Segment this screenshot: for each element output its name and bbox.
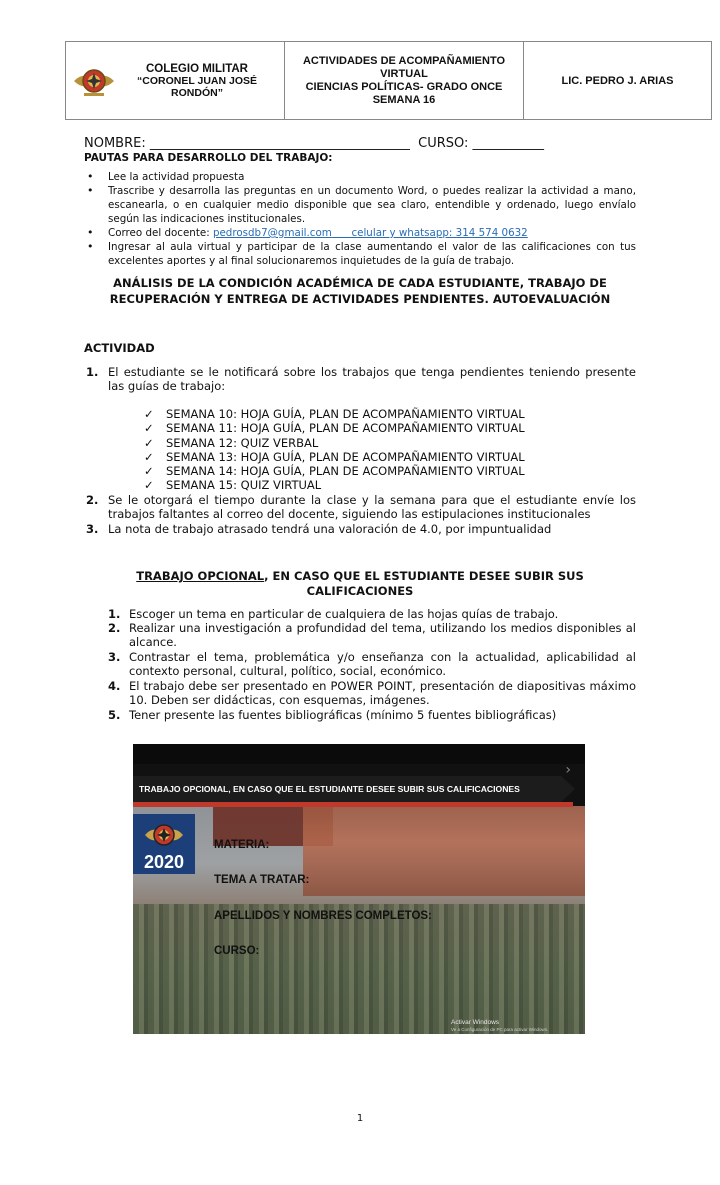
- phone-link[interactable]: celular y whatsapp: 314 574 0632: [331, 227, 528, 239]
- school-name: [116, 63, 284, 99]
- optional-title-underlined: TRABAJO OPCIONAL: [136, 569, 265, 583]
- check-icon: ✓: [144, 421, 154, 436]
- week-item: [144, 407, 525, 421]
- item-number: 3.: [86, 522, 99, 536]
- check-icon: ✓: [144, 464, 154, 479]
- item-text: Escoger un tema en particular de cualquiera de las hojas quías de trabajo.: [129, 607, 559, 621]
- slide-cadets: [133, 904, 585, 1034]
- week-item: [144, 421, 525, 435]
- optional-item: [108, 650, 636, 679]
- guideline-item-contact: [84, 226, 636, 240]
- contact-prefix: Correo del docente:: [108, 227, 213, 239]
- check-icon: ✓: [144, 449, 154, 464]
- school-line-1: COLEGIO MILITAR: [145, 62, 248, 75]
- slide-chevron-icon: ›: [565, 762, 571, 778]
- header-center-line-3: CIENCIAS POLÍTICAS- GRADO ONCE: [305, 80, 503, 93]
- week-label: SEMANA 11: HOJA GUÍA, PLAN DE ACOMPAÑAMIENTO VIRTUAL: [166, 421, 525, 436]
- week-label: SEMANA 15: QUIZ VIRTUAL: [166, 478, 322, 493]
- email-link[interactable]: pedrosdb7@gmail.com: [212, 227, 332, 239]
- item-text: Tener presente las fuentes bibliográficas (mínimo 5 fuentes bibliográficas): [129, 708, 557, 722]
- optional-item: [108, 708, 636, 722]
- actividad-heading: ACTIVIDAD: [84, 341, 155, 355]
- item-number: 4.: [108, 679, 121, 693]
- optional-title-line-2: CALIFICACIONES: [306, 583, 414, 598]
- week-label: SEMANA 10: HOJA GUÍA, PLAN DE ACOMPAÑAMIENTO VIRTUAL: [166, 407, 525, 421]
- section-title: [84, 275, 636, 307]
- section-title-line-1: ANÁLISIS DE LA CONDICIÓN ACADÉMICA DE CADA ESTUDIANTE, TRABAJO DE: [113, 276, 607, 290]
- week-item: [144, 478, 525, 492]
- header-school-cell: [66, 42, 285, 119]
- item-number: 5.: [108, 708, 121, 722]
- item-number: 3.: [108, 650, 121, 664]
- slide-year: 2020: [143, 852, 185, 872]
- check-icon: ✓: [144, 407, 154, 421]
- week-label: SEMANA 14: HOJA GUÍA, PLAN DE ACOMPAÑAMIENTO VIRTUAL: [166, 464, 525, 479]
- week-label: SEMANA 12: QUIZ VERBAL: [166, 435, 319, 450]
- header-center-line-2: VIRTUAL: [380, 67, 428, 80]
- slide-topbar: [133, 744, 585, 764]
- slide-image: [133, 744, 585, 1034]
- week-item: [144, 436, 525, 450]
- header-table: [65, 41, 712, 120]
- teacher-name: LIC. PEDRO J. ARIAS: [561, 74, 674, 87]
- guideline-item: • Ingresar al aula virtual y participar de la clase aumentando el valor de las calificaciones con tus excelentes aportes y al final solucionaremos inquietudes de la guía de trabajo.: [84, 240, 636, 268]
- check-icon: ✓: [144, 478, 154, 493]
- item-number: 1.: [86, 365, 99, 379]
- optional-item: [108, 679, 636, 708]
- weeks-checklist: [144, 407, 525, 493]
- student-name-line: NOMBRE: ________________________________________ CURSO: ___________: [84, 136, 545, 151]
- slide-building: [303, 806, 585, 896]
- activity-item-1: [86, 365, 636, 394]
- item-text: El trabajo debe ser presentado en POWER POINT, presentación de diapositivas máximo 10. Deben ser didácticas, con esquemas, imágenes.: [129, 679, 636, 708]
- item-text: El estudiante se le notificará sobre los trabajos que tenga pendientes teniendo presente las guías de trabajo:: [108, 365, 636, 394]
- header-center-line-4: SEMANA 16: [372, 93, 436, 106]
- slide-field-nombres: APELLIDOS Y NOMBRES COMPLETOS:: [214, 910, 432, 922]
- item-text: La nota de trabajo atrasado tendrá una valoración de 4.0, por impuntualidad: [108, 522, 552, 536]
- item-text: Realizar una investigación a profundidad del tema, utilizando los medios disponibles al alcance.: [129, 621, 636, 650]
- school-crest-icon: [72, 59, 116, 103]
- item-number: 2.: [86, 493, 99, 507]
- slide-crest-icon: [144, 817, 184, 853]
- guidelines-list: [84, 170, 636, 268]
- guideline-item: • Lee la actividad propuesta: [84, 170, 636, 184]
- optional-work-title: [84, 569, 636, 598]
- section-title-line-2: RECUPERACIÓN Y ENTREGA DE ACTIVIDADES PENDIENTES. AUTOEVALUACIÓN: [109, 292, 611, 306]
- pautas-title: PAUTAS PARA DESARROLLO DEL TRABAJO:: [84, 152, 333, 164]
- header-activity-cell: [285, 42, 524, 119]
- slide-field-tema: TEMA A TRATAR:: [214, 874, 310, 886]
- item-number: 2.: [108, 621, 121, 635]
- optional-item: [108, 621, 636, 650]
- item-text: Contrastar el tema, problemática y/o enseñanza con la actualidad, aplicabilidad al contexto personal, cultural, político, social, económico.: [129, 650, 636, 679]
- school-line-3: RONDÓN”: [171, 86, 223, 99]
- school-line-2: “CORONEL JUAN JOSÉ: [137, 74, 257, 87]
- week-item: [144, 450, 525, 464]
- header-center-line-1: ACTIVIDADES DE ACOMPAÑAMIENTO: [302, 54, 506, 67]
- slide-field-materia: MATERIA:: [214, 839, 270, 851]
- slide-banner: TRABAJO OPCIONAL, EN CASO QUE EL ESTUDIANTE DESEE SUBIR SUS CALIFICACIONES: [133, 776, 561, 802]
- page-number: 1: [356, 1113, 364, 1124]
- week-item: [144, 464, 525, 478]
- item-text: Se le otorgará el tiempo durante la clase y la semana para que el estudiante envíe los trabajos faltantes al correo del docente, siguiendo las estipulaciones institucionales: [108, 493, 636, 522]
- optional-item: [108, 607, 636, 621]
- item-number: 1.: [108, 607, 121, 621]
- windows-watermark-sub: Ve a Configuración de PC para activar Windows.: [451, 1027, 549, 1032]
- activity-item-3: [86, 522, 636, 536]
- optional-title-rest: , EN CASO QUE EL ESTUDIANTE DESEE SUBIR SUS: [264, 569, 584, 583]
- slide-red-bar: [133, 802, 573, 807]
- check-icon: ✓: [144, 435, 154, 450]
- slide-badge: [133, 814, 195, 874]
- windows-watermark: Activar Windows: [451, 1019, 500, 1026]
- week-label: SEMANA 13: HOJA GUÍA, PLAN DE ACOMPAÑAMIENTO VIRTUAL: [166, 449, 525, 464]
- guideline-item: • Trascribe y desarrolla las preguntas en un documento Word, o puedes realizar la actividad a mano, escanearla, o en cualquier medio disponible que sea claro, entendible y ordenado, luego envíalo según las indicaciones institucionales.: [84, 184, 636, 226]
- header-teacher-cell: [524, 42, 711, 119]
- activity-item-2: [86, 493, 636, 522]
- slide-field-curso: CURSO:: [214, 945, 260, 957]
